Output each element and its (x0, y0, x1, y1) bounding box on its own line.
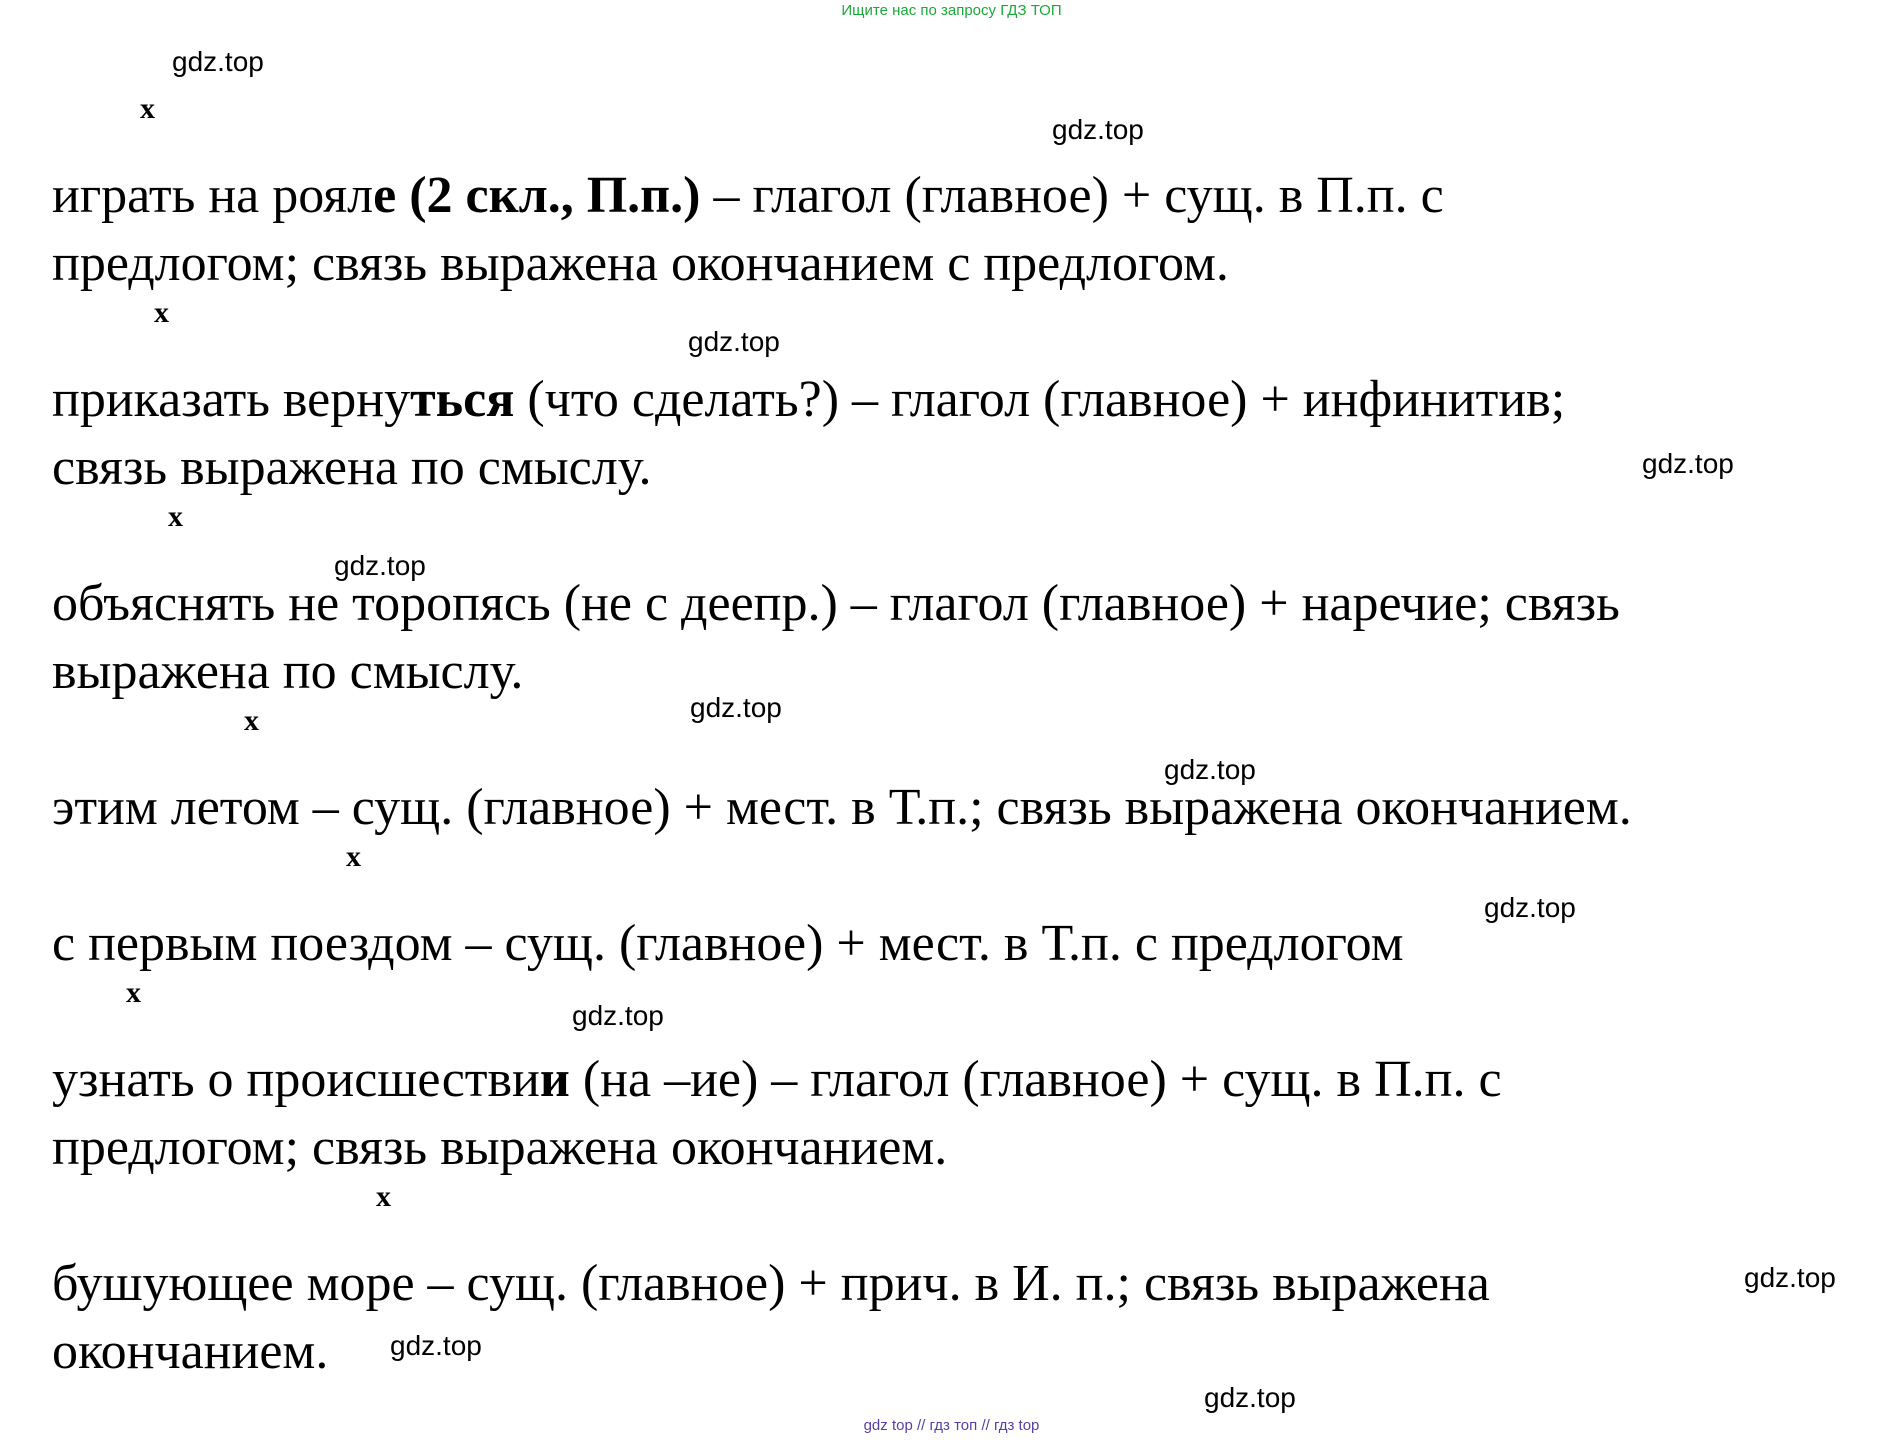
entry-line: окончанием. (52, 1323, 329, 1380)
footer-link[interactable]: гдз топ (929, 1417, 978, 1434)
header-search-link[interactable]: Ищите нас по запросу ГДЗ ТОП (841, 2, 1062, 19)
watermark-text: gdz.top (1744, 1262, 1836, 1293)
watermark-text: gdz.top (1052, 114, 1144, 145)
watermark-text: gdz.top (688, 326, 780, 357)
footer-links (0, 1417, 1903, 1434)
watermark-text: gdz.top (1204, 1382, 1296, 1413)
phrase-entry (52, 366, 1882, 502)
entry-line: предлогом; связь выражена окончанием. (52, 1119, 948, 1176)
footer-separator: // (981, 1417, 990, 1434)
x-marker: x (346, 840, 361, 873)
x-marker: x (168, 500, 183, 533)
entry-line: этим летом – сущ. (главное) + мест. в Т.п.; связь выражена окончанием. (52, 779, 1632, 836)
entry-line: связь выражена по смыслу. (52, 439, 652, 496)
entry-line: с первым поездом – сущ. (главное) + мест. в Т.п. с предлогом (52, 915, 1404, 972)
phrase-entry (52, 774, 1882, 842)
watermark-text: gdz.top (690, 692, 782, 723)
entry-line: узнать о происшествии (на –ие) – глагол (главное) + сущ. в П.п. с (52, 1051, 1502, 1108)
x-marker: x (376, 1180, 391, 1213)
entry-line: объяснять не торопясь (не с деепр.) – глагол (главное) + наречие; связь (52, 575, 1620, 632)
x-marker: x (154, 296, 169, 329)
x-marker: x (126, 976, 141, 1009)
phrase-entry (52, 1046, 1882, 1182)
entry-line: предлогом; связь выражена окончанием с предлогом. (52, 235, 1229, 292)
phrase-entry (52, 1250, 1882, 1386)
phrase-entry (52, 910, 1882, 978)
footer-link[interactable]: gdz top (863, 1417, 913, 1434)
watermark-text: gdz.top (334, 550, 426, 581)
phrase-entry (52, 162, 1882, 298)
entry-line: играть на рояле (2 скл., П.п.) – глагол (главное) + сущ. в П.п. с (52, 167, 1444, 224)
phrase-entry (52, 570, 1882, 706)
entry-line: приказать вернуться (что сделать?) – глагол (главное) + инфинитив; (52, 371, 1566, 428)
watermark-text: gdz.top (572, 1000, 664, 1031)
watermark-text: gdz.top (1164, 754, 1256, 785)
x-marker: x (244, 704, 259, 737)
watermark-text: gdz.top (1484, 892, 1576, 923)
watermark-text: gdz.top (172, 46, 264, 77)
footer-link[interactable]: гдз top (993, 1417, 1040, 1434)
footer-separator: // (916, 1417, 926, 1434)
entry-line: выражена по смыслу. (52, 643, 524, 700)
entry-line: бушующее море – сущ. (главное) + прич. в И. п.; связь выражена (52, 1255, 1490, 1312)
x-marker: x (140, 92, 155, 125)
watermark-text: gdz.top (1642, 448, 1734, 479)
watermark-text: gdz.top (390, 1330, 482, 1361)
